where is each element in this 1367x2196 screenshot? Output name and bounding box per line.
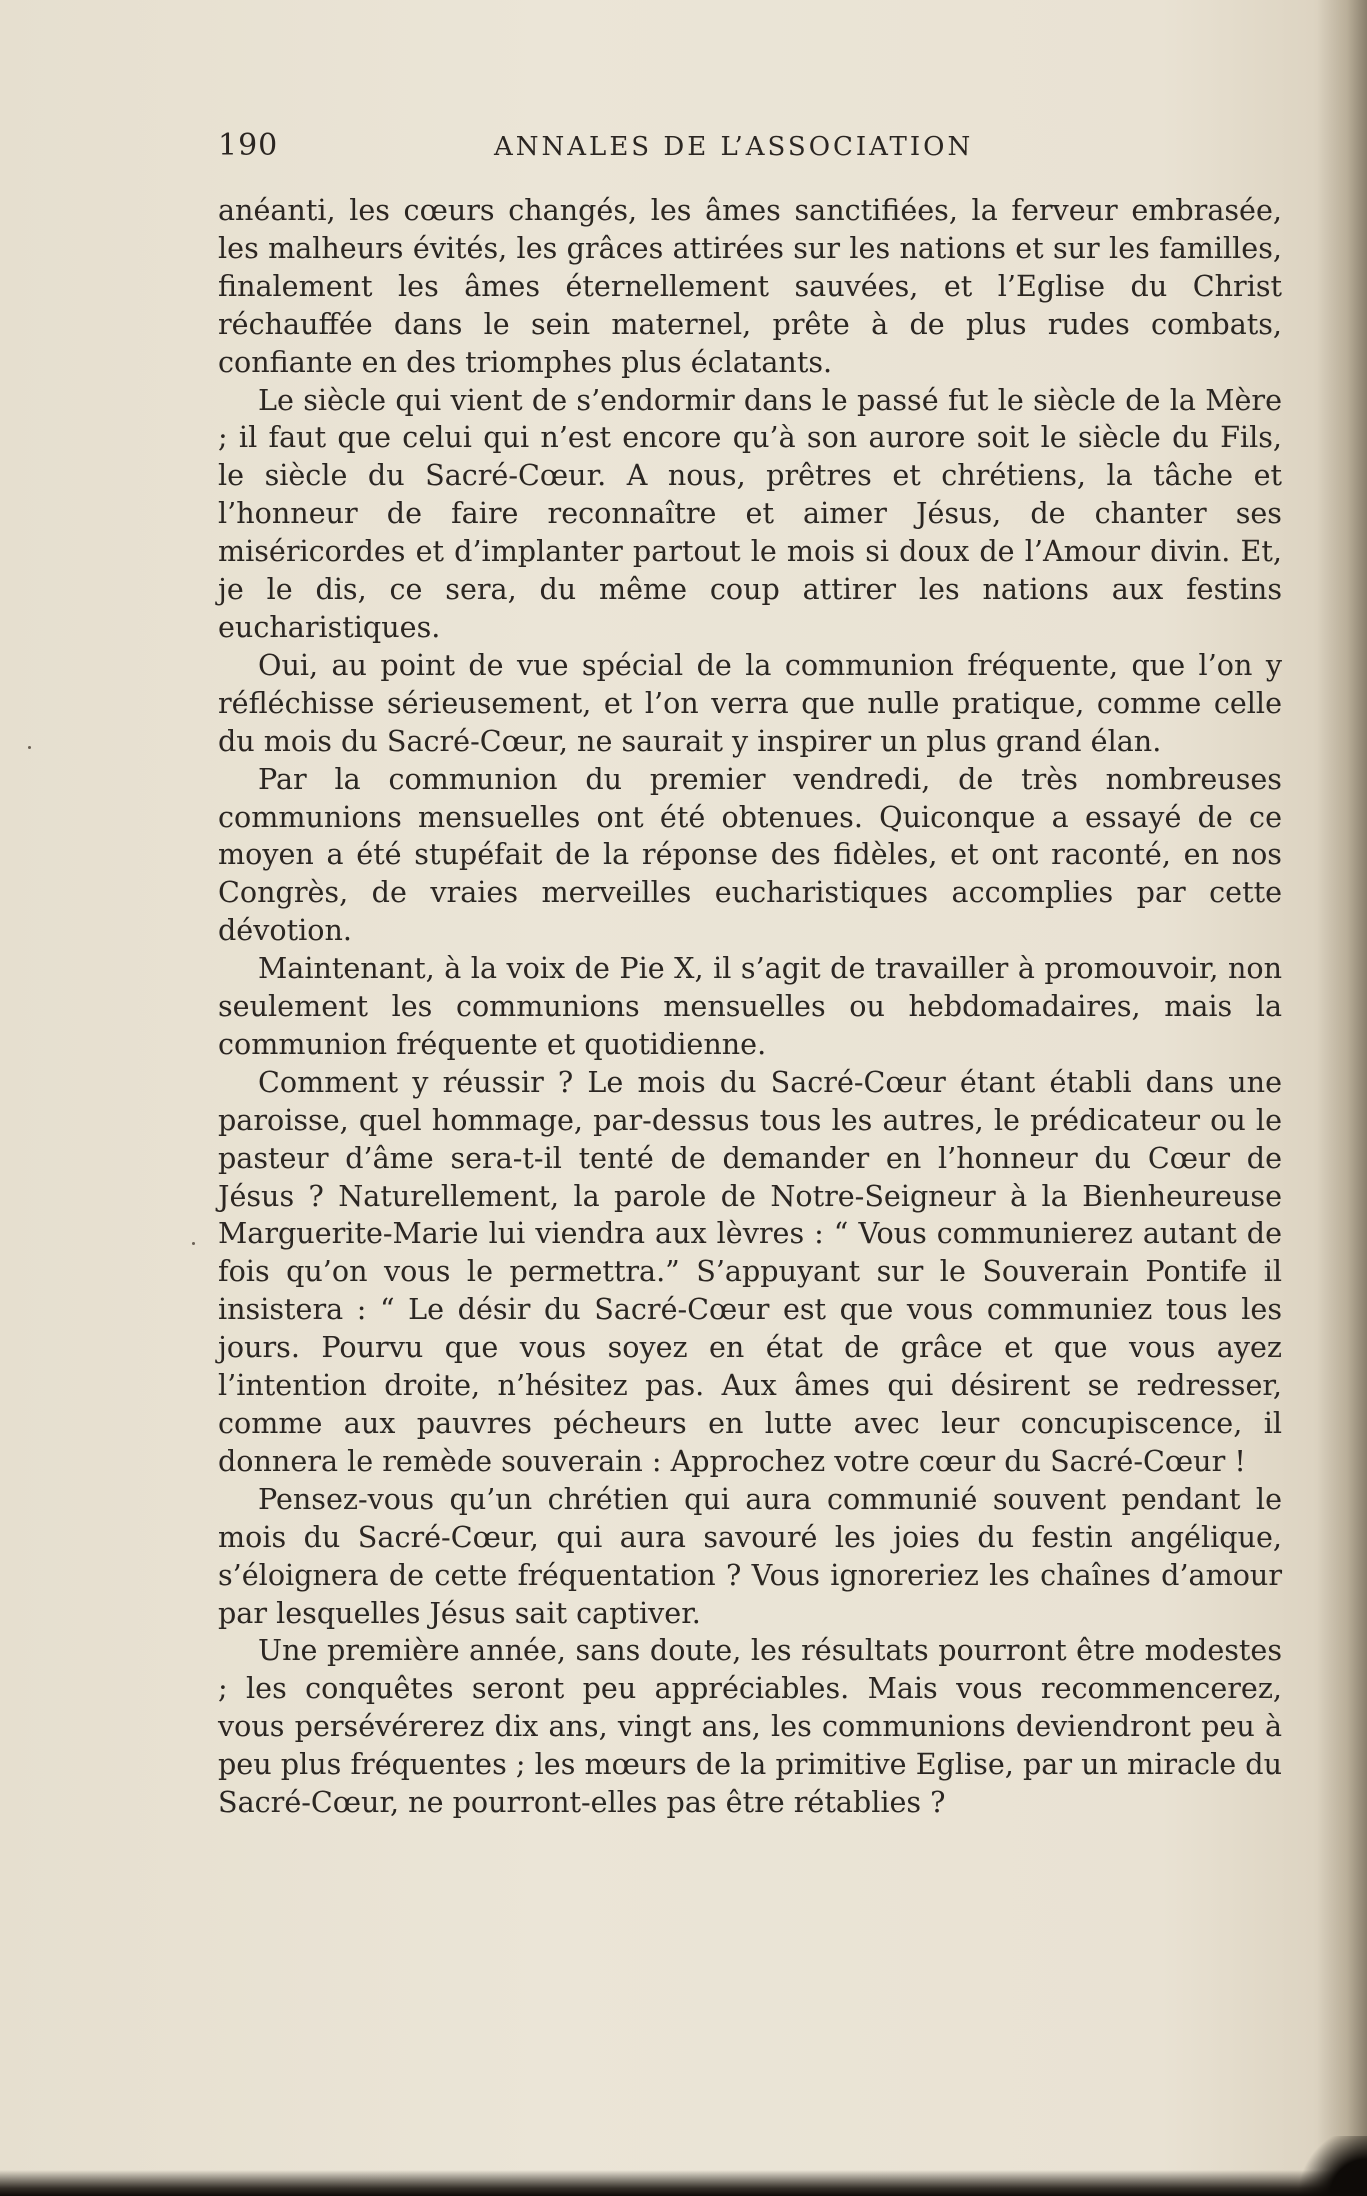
- paragraph-3: Oui, au point de vue spécial de la communion fréquente, que l’on y réfléchisse sérieusement, et l’on verra que nulle pratique, comme celle du mois du Sacré-Cœur, ne saurait y inspirer un plus grand élan.: [218, 647, 1282, 758]
- paragraph-1: anéanti, les cœurs changés, les âmes sanctifiées, la ferveur embrasée, les malheurs évités, les grâces attirées sur les nations et sur les familles, finalement les âmes éternellement sauvées, et l’Eglise du Christ réchauffée dans le sein maternel, prête à de plus rudes combats, confiante en des triomphes plus éclatants.: [218, 193, 1282, 379]
- page-spine-shadow: [1317, 0, 1367, 2196]
- paper-speck: [28, 746, 31, 749]
- paragraph-6: Comment y réussir ? Le mois du Sacré-Cœur étant établi dans une paroisse, quel hommage, par-dessus tous les autres, le prédicateur ou le pasteur d’âme sera-t-il tenté de demander en l’honneur du Cœur de Jésus ? Naturellement, la parole de Notre-Seigneur à la Bienheureuse Marguerite-Marie lui viendra aux lèvres : “ Vous communierez autant de fois qu’on vous le permettra.” S’appuyant sur le Souverain Pontife il insistera : “ Le désir du Sacré-Cœur est que vous communiez tous les jours. Pourvu que vous soyez en état de grâce et que vous ayez l’intention droite, n’hésitez pas. Aux âmes qui désirent se redresser, comme aux pauvres pécheurs en lutte avec leur concupiscence, il donnera le remède souverain : Approchez votre cœur du Sacré-Cœur !: [218, 1064, 1282, 1478]
- paper-speck: [192, 1242, 195, 1245]
- page-corner-shadow: [1297, 2136, 1367, 2196]
- running-title: ANNALES DE L’ASSOCIATION: [494, 132, 974, 162]
- page-header: [218, 128, 1282, 172]
- paragraph-8: Une première année, sans doute, les résultats pourront être modestes ; les conquêtes seront peu appréciables. Mais vous recommencerez, vous persévérerez dix ans, vingt ans, les communions deviendront peu à peu plus fréquentes ; les mœurs de la primitive Eglise, par un miracle du Sacré-Cœur, ne pourront-elles pas être rétablies ?: [218, 1633, 1282, 1820]
- paragraph-5: Maintenant, à la voix de Pie X, il s’agit de travailler à promouvoir, non seulement les communions mensuelles ou hebdomadaires, mais la communion fréquente et quotidienne.: [218, 951, 1282, 1061]
- paragraph-4: Par la communion du premier vendredi, de très nombreuses communions mensuelles ont été obtenues. Quiconque a essayé de ce moyen a été stupéfait de la réponse des fidèles, et ont raconté, en nos Congrès, de vraies merveilles eucharistiques accomplies par cette dévotion.: [218, 761, 1282, 948]
- page-number: 190: [218, 128, 279, 163]
- page-bottom-shadow: [0, 2170, 1367, 2196]
- paragraph-7: Pensez-vous qu’un chrétien qui aura communié souvent pendant le mois du Sacré-Cœur, qui aura savouré les joies du festin angélique, s’éloignera de cette fréquentation ? Vous ignoreriez les chaînes d’amour par lesquelles Jésus sait captiver.: [218, 1481, 1282, 1630]
- body-text: [218, 192, 1282, 1822]
- paragraph-2: Le siècle qui vient de s’endormir dans le passé fut le siècle de la Mère ; il faut que celui qui n’est encore qu’à son aurore soit le siècle du Fils, le siècle du Sacré-Cœur. A nous, prêtres et chrétiens, la tâche et l’honneur de faire reconnaître et aimer Jésus, de chanter ses miséricordes et d’implanter partout le mois si doux de l’Amour divin. Et, je le dis, ce sera, du même coup attirer les nations aux festins eucharistiques.: [218, 382, 1282, 644]
